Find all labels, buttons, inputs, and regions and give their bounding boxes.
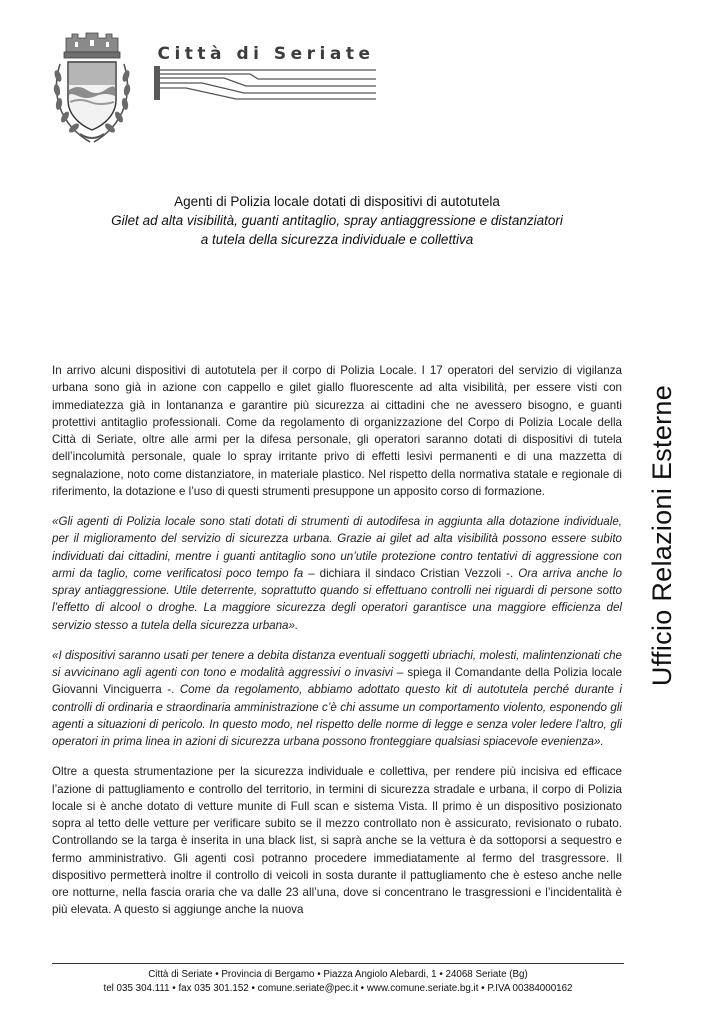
footer-contacts: tel 035 304.111 • fax 035 301.152 • comune.seriate@pec.it • www.comune.seriate.bg.it • P.IVA 00384000162 [103,983,573,994]
commander-attribution: – spiega il Comandante della Polizia locale Giovanni Vinciguerra -. [52,666,622,697]
paragraph-4: Oltre a questa strumentazione per la sicurezza individuale e collettiva, per rendere più incisiva ed efficace l’azione di pattugliamento e controllo del territorio, in termini di sicurezza stradale e urbana, il corpo di Polizia locale si è anche dotato di vetture munite di Full scan e sistema Vista. Il primo è un dispositivo posizionato sopra al tetto delle vetture per verificare subito se il mezzo controllato non è assicurato, revisionato o rubato. Controllando se la targa è inserita in una black list, si saprà anche se la vettura è da sottoporsi a sequestro e fermo amministrativo. Gli agenti così potranno procedere immediatamente al fermo del trasgressore. Il dispositivo permetterà inoltre il controllo di veicoli in sosta durante il pattugliamento che è esteso anche nelle ore notturne, nella fascia oraria che va dalle 23 all’una, dove si concentrano le trasgressioni e l’incidentalità è più elevata. A questo si aggiunge anche la nuova [52,765,622,917]
footer-divider [52,963,624,964]
commander-quote-part-2: Come da regolamento, abbiamo adottato questo kit di autotutela perché durante i controlli di ordinaria e straordinaria amministrazione c’è chi assume un comportamento violento, esponendo gli agenti a situazioni di pericolo. In questo modo, nel rispetto delle norme di legge e senza voler ledere l’altro, gli operatori in prima linea in azioni di sicurezza urbana possono fronteggiare qualsiasi spiacevole evenienza». [52,683,622,748]
paragraph-2 [52,513,622,634]
city-crest-logo [50,30,134,148]
paragraph-1: In arrivo alcuni dispositivi di autotutela per il corpo di Polizia Locale. I 17 operatori del servizio di vigilanza urbana sono già in azione con cappello e gilet giallo fluorescente ad alta visibilità, per essere visti con immediatezza già in lontananza e garantire più sicurezza ai cittadini che ne avessero bisogno, e guanti protettivi antitaglio professionali. Come da regolamento di organizzazione del Corpo di Polizia Locale della Città di Seriate, oltre alle armi per la difesa personale, gli operatori saranno dotati di dispositivi di tutela dell’incolumità personale, quale lo spray irritante privo di effetti lesivi permanenti e di una mazzetta di segnalazione, noto come distanziatore, in materiale plastico. Nel rispetto della normativa statale e regionale di riferimento, la dotazione e l’uso di questi strumenti presuppone un apposito corso di formazione. [52,364,622,498]
office-name-vertical: Ufficio Relazioni Esterne [647,384,678,686]
article-body [52,362,622,932]
side-label [635,372,691,698]
subheadline-line-1: Gilet ad alta visibilità, guanti antitaglio, spray antiaggressione e distanziatori [111,213,563,228]
footer [52,968,624,996]
headline: Agenti di Polizia locale dotati di dispositivi di autotutela [174,194,500,209]
footer-address: Città di Seriate • Provincia di Bergamo • Piazza Angiolo Alebardi, 1 • 24068 Seriate (Bg) [148,969,528,980]
mayor-quote-part-1: «Gli agenti di Polizia locale sono stati dotati di strumenti di autodifesa in aggiunta alla dotazione individuale, per il miglioramento del servizio di sicurezza urbana. Grazie ai gilet ad alta visibilità possono essere subito individuati dai cittadini, mentre i guanti antitaglio sono un’utile protezione contro tentativi di aggressione con armi da taglio, come verificatosi poco tempo fa [52,515,622,580]
city-wordmark-logo [154,44,378,100]
paragraph-3 [52,647,622,751]
subheadline-line-2: a tutela della sicurezza individuale e collettiva [200,232,474,247]
city-logo-text: Città di Seriate [157,44,375,64]
press-release-heading [52,192,622,249]
mayor-attribution: – dichiara il sindaco Cristian Vezzoli -. [303,566,519,580]
mayor-quote-part-2: Ora arriva anche lo spray antiaggressione. Utile deterrente, soprattutto quando si effettuano controlli nei riguardi di persone sotto l’effetto di alcool o droghe. La maggiore sicurezza degli operatori garantisce una maggiore efficienza del servizio stesso a tutela della sicurezza urbana». [52,566,623,632]
commander-quote-part-1: «I dispositivi saranno usati per tenere a debita distanza eventuali soggetti ubriachi, molesti, malintenzionati che si avvicinano agli agenti con tono e modalità aggressivi o invasivi [52,648,622,679]
